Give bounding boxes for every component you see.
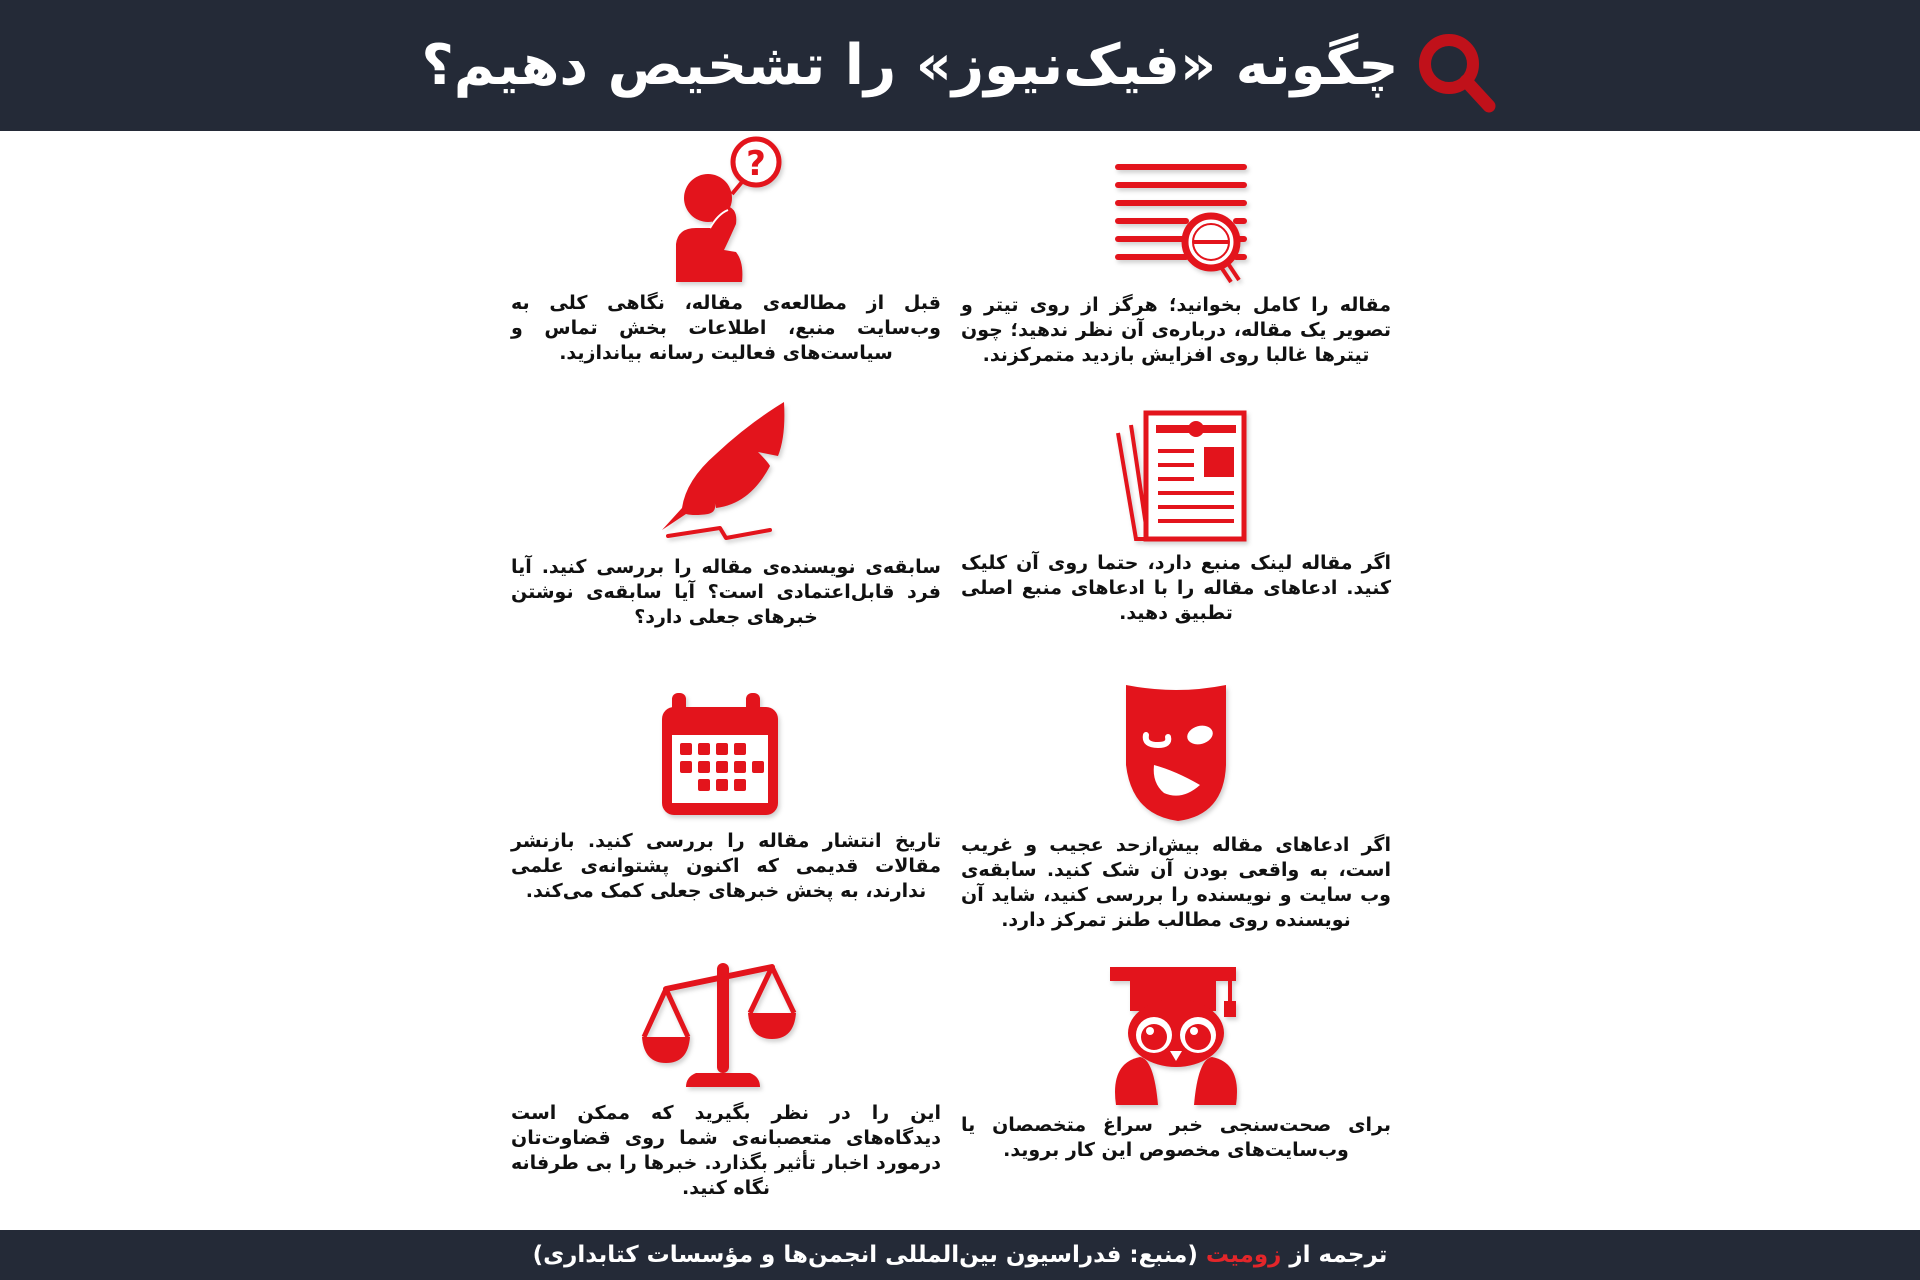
brand-name: زومیت bbox=[1205, 1242, 1282, 1268]
tip-text: قبل از مطالعه‌ی مقاله، نگاهی کلی به وب‌سایت منبع، اطلاعات بخش تماس و سیاست‌های فعالیت رسانه بیاندازید. bbox=[511, 292, 941, 364]
tip-card-fact-check-experts bbox=[946, 955, 1406, 1163]
svg-text:?: ? bbox=[746, 144, 766, 184]
header-banner bbox=[0, 0, 1920, 131]
feather-pen-icon bbox=[646, 395, 806, 547]
graduate-owl-icon bbox=[1096, 955, 1256, 1105]
tip-text: برای صحت‌سنجی خبر سراغ متخصصان یا وب‌سایت‌های مخصوص این کار بروید. bbox=[961, 1114, 1391, 1161]
tip-card-check-author bbox=[496, 395, 956, 630]
footer-credit bbox=[0, 1230, 1920, 1280]
tips-grid bbox=[0, 131, 1920, 1230]
tip-card-check-date bbox=[496, 681, 956, 904]
search-icon bbox=[1409, 28, 1499, 118]
credit-prefix: ترجمه از bbox=[1281, 1242, 1388, 1268]
scales-icon bbox=[636, 953, 816, 1093]
tip-text: سابقه‌ی نویسنده‌ی مقاله را بررسی کنید. آیا فرد قابل‌اعتمادی است؟ آیا سابقه‌ی نوشتن خبرهای جعلی دارد؟ bbox=[511, 556, 941, 628]
tip-text: این را در نظر بگیرید که ممکن است دیدگاه‌های متعصبانه‌ی شما روی قضاوت‌تان درمورد اخبار تأثیر بگذارد. خبرها را بی طرفانه نگاه کنید. bbox=[511, 1102, 941, 1199]
tip-text: مقاله را کامل بخوانید؛ هرگز از روی تیتر و تصویر یک مقاله، درباره‌ی آن نظر ندهید؛ چون تیترها غالبا روی افزایش بازدید متمرکزند. bbox=[961, 294, 1391, 366]
source-credit bbox=[533, 1242, 1388, 1268]
documents-icon bbox=[1096, 403, 1256, 543]
credit-source: (منبع: فدراسیون بین‌المللی انجمن‌ها و مؤسسات کتابداری) bbox=[532, 1242, 1206, 1268]
tip-text: تاریخ انتشار مقاله را بررسی کنید. بازنشر مقالات قدیمی که اکنون پشتوانه‌ی علمی ندارند، به پخش خبرهای جعلی کمک می‌کند. bbox=[511, 830, 941, 902]
tip-text: اگر ادعاهای مقاله بیش‌ازحد عجیب و غریب است، به واقعی بودن آن شک کنید. سابقه‌ی وب سایت و نویسنده را بررسی کنید، شاید آن نویسنده روی مطالب طنز تمرکز دارد. bbox=[961, 834, 1391, 931]
page-title: چگونه «فیک‌نیوز» را تشخیص دهیم؟ bbox=[421, 33, 1399, 98]
tip-card-check-website bbox=[496, 131, 956, 366]
headline-magnifier-icon bbox=[1096, 145, 1256, 285]
tip-card-satire-check bbox=[946, 675, 1406, 933]
tip-card-bias-check bbox=[496, 953, 956, 1201]
tip-card-check-source-link bbox=[946, 403, 1406, 626]
tip-text: اگر مقاله لینک منبع دارد، حتما روی آن کلیک کنید. ادعاهای مقاله را با ادعاهای منبع اصلی تطبیق دهید. bbox=[961, 552, 1391, 624]
calendar-icon bbox=[646, 681, 806, 821]
person-question-icon bbox=[646, 131, 806, 283]
comedy-mask-icon bbox=[1096, 675, 1256, 825]
tip-card-read-full-article bbox=[946, 145, 1406, 368]
